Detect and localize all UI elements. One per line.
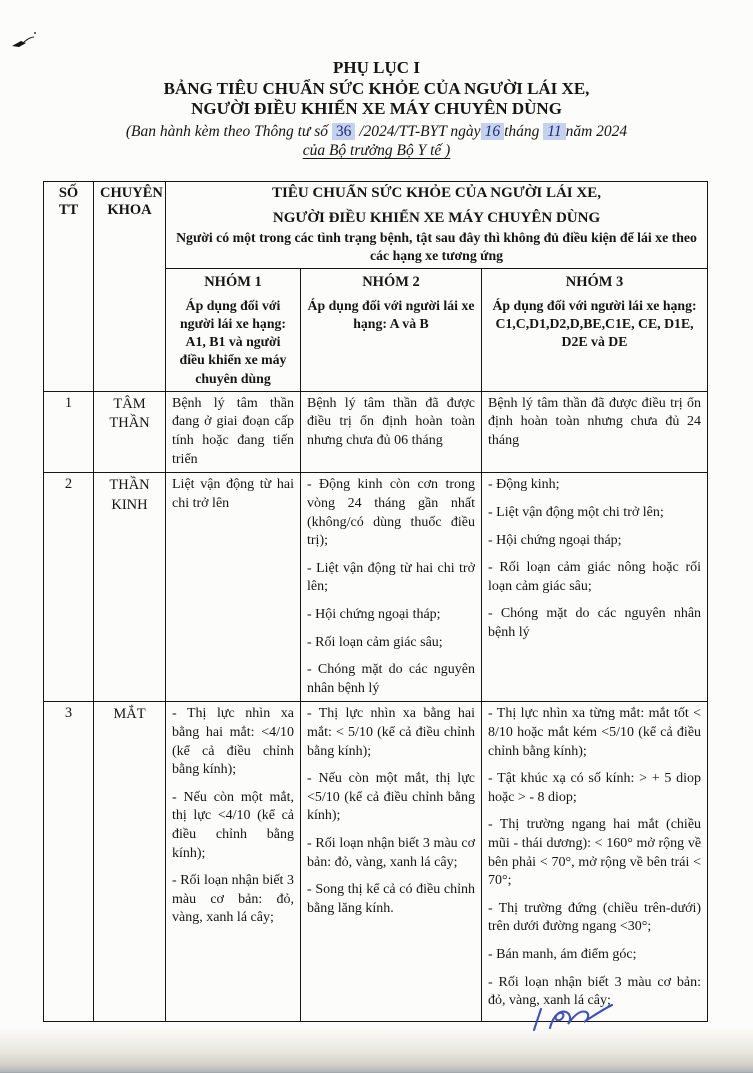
criteria-item: - Động kinh còn cơn trong vòng 24 tháng gần nhất (không/có dùng thuốc điều trị); [307, 477, 475, 549]
group3-header [482, 268, 708, 391]
criteria-item: - Liệt vận động từ hai chi trở lên; [307, 560, 475, 595]
document-title-line2: NGƯỜI ĐIỀU KHIỂN XE MÁY CHUYÊN DÙNG [191, 99, 562, 119]
criteria-item: - Liệt vận động một chi trở lên; [488, 504, 664, 520]
specialty-cell: THẦN KINH [94, 473, 166, 702]
group2-name: NHÓM 2 [362, 273, 420, 290]
issuance-prefix: (Ban hành kèm theo Thông tư số [125, 123, 332, 141]
column-header-stt: SỐ TT [44, 182, 94, 392]
criteria-item: - Hội chứng ngoại tháp; [488, 532, 622, 548]
specialty-cell: TÂM THẦN [94, 391, 166, 472]
criteria-cell-group3 [482, 391, 708, 472]
circular-number-highlight: 36 [332, 123, 356, 140]
criteria-item: - Nếu còn một mắt, thị lực <4/10 (kể cả điều chỉnh bằng kính); [172, 789, 294, 861]
group1-desc: Áp dụng đối với người lái xe hạng: A1, B1 và người điều khiển xe máy chuyên dùng [179, 297, 287, 386]
issuance-mid1: /2024/TT-BYT ngày [355, 123, 481, 141]
criteria-item: Bệnh lý tâm thần đã được điều trị ổn định hoàn toàn nhưng chưa đủ 06 tháng [307, 395, 475, 449]
row-number-cell: 3 [44, 702, 94, 1022]
signature-ink-mark [524, 1000, 616, 1040]
criteria-item: - Thị trường đứng (chiều trên-dưới) trên dưới đường ngang <30°; [488, 900, 702, 935]
criteria-item: - Song thị kể cả có điều chỉnh bằng lăng kính. [307, 882, 475, 916]
criteria-item: - Thị lực nhìn xa từng mắt: mắt tốt < 8/10 hoặc mắt kém <5/10 (kể cả điều chỉnh bằng kính); [488, 706, 702, 759]
criteria-cell-group2 [301, 473, 482, 702]
criteria-item: - Thị lực nhìn xa bằng hai mắt: < 5/10 (kể cả điều chỉnh bằng kính); [307, 706, 475, 759]
criteria-item: Bệnh lý tâm thần đang ở giai đoạn cấp tính hoặc đang tiến triển [172, 395, 294, 467]
criteria-item: - Rối loạn nhận biết 3 màu cơ bản: đỏ, vàng, xanh lá cây; [488, 974, 702, 1009]
criteria-cell-group2 [301, 702, 482, 1022]
criteria-item: - Rối loạn cảm giác nông hoặc rối loạn cảm giác sâu; [488, 560, 702, 594]
group2-desc: Áp dụng đối với người lái xe hạng: A và B [307, 297, 475, 332]
table-row [44, 391, 708, 472]
criteria-item: - Rối loạn cảm giác sâu; [307, 634, 443, 650]
criteria-item: - Rối loạn nhận biết 3 màu cơ bản: đỏ, vàng, xanh lá cây; [307, 836, 475, 870]
issuance-suffix: năm 2024 [565, 123, 628, 141]
issuer-line: của Bộ trưởng Bộ Y tế ) [302, 142, 451, 160]
criteria-cell-group1 [166, 702, 301, 1022]
criteria-item: - Hội chứng ngoại tháp; [307, 606, 441, 622]
document-title-line1: BẢNG TIÊU CHUẨN SỨC KHỎE CỦA NGƯỜI LÁI XE, [163, 78, 590, 98]
column-header-specialty: CHUYÊN KHOA [94, 182, 166, 392]
criteria-item: - Thị trường ngang hai mắt (chiều mũi - thái dương): < 160° mở rộng về bên phải < 70°, mở rộng về bên trái < 70°; [488, 817, 702, 889]
criteria-cell-group3 [482, 702, 708, 1022]
criteria-cell-group1 [166, 473, 301, 702]
main-header-line1: TIÊU CHUẨN SỨC KHỎE CỦA NGƯỜI LÁI XE, [272, 185, 601, 201]
month-highlight: 11 [543, 123, 565, 140]
criteria-item: - Chóng mặt do các nguyên nhân bệnh lý [488, 606, 702, 640]
group1-name: NHÓM 1 [204, 273, 262, 290]
table-row [44, 702, 708, 1022]
criteria-item: - Bán manh, ám điểm góc; [488, 947, 637, 963]
group2-header [301, 268, 482, 391]
health-standards-table [43, 181, 708, 1022]
main-header-line2: NGƯỜI ĐIỀU KHIỂN XE MÁY CHUYÊN DÙNG [272, 210, 601, 226]
criteria-item: - Rối loạn nhận biết 3 màu cơ bản: đỏ, vàng, xanh lá cây; [172, 873, 294, 926]
group1-header [166, 268, 301, 391]
criteria-item: - Động kinh; [488, 477, 560, 493]
criteria-item: - Chóng mặt do các nguyên nhân bệnh lý [307, 662, 475, 696]
criteria-cell-group3 [482, 473, 708, 702]
criteria-item: - Tật khúc xạ có số kính: > + 5 diop hoặc > - 8 diop; [488, 771, 702, 805]
table-row [44, 473, 708, 702]
ink-smudge-icon [8, 26, 48, 54]
criteria-item: Bệnh lý tâm thần đã được điều trị ổn định hoàn toàn nhưng chưa đủ 24 tháng [488, 395, 702, 449]
row-number-cell: 1 [44, 391, 94, 472]
standards-table-body [44, 391, 708, 1022]
document-header [0, 0, 753, 161]
group3-desc: Áp dụng đối với người lái xe hạng: C1,C,D1,D2,D,BE,C1E, CE, D1E, D2E và DE [492, 297, 697, 350]
criteria-item: - Nếu còn một mắt, thị lực <5/10 (kể cả điều chỉnh bằng kính); [307, 771, 475, 824]
main-header-desc: Người có một trong các tình trạng bệnh, tật sau đây thì không đủ điều kiện để lái xe theo các hạng xe tương ứng [176, 230, 697, 263]
criteria-cell-group1 [166, 391, 301, 472]
criteria-cell-group2 [301, 391, 482, 472]
column-header-main [166, 182, 708, 269]
appendix-title: PHỤ LỤC I [333, 58, 420, 77]
issuance-mid2: tháng [504, 123, 544, 141]
criteria-item: Liệt vận động từ hai chi trở lên [172, 477, 294, 511]
group3-name: NHÓM 3 [565, 273, 624, 290]
criteria-item: - Thị lực nhìn xa bằng hai mắt: <4/10 (kể cả điều chỉnh bằng kính); [172, 706, 294, 778]
issuance-line [0, 123, 753, 142]
specialty-cell: MẮT [94, 702, 166, 1022]
row-number-cell: 2 [44, 473, 94, 702]
day-highlight: 16 [481, 123, 505, 140]
